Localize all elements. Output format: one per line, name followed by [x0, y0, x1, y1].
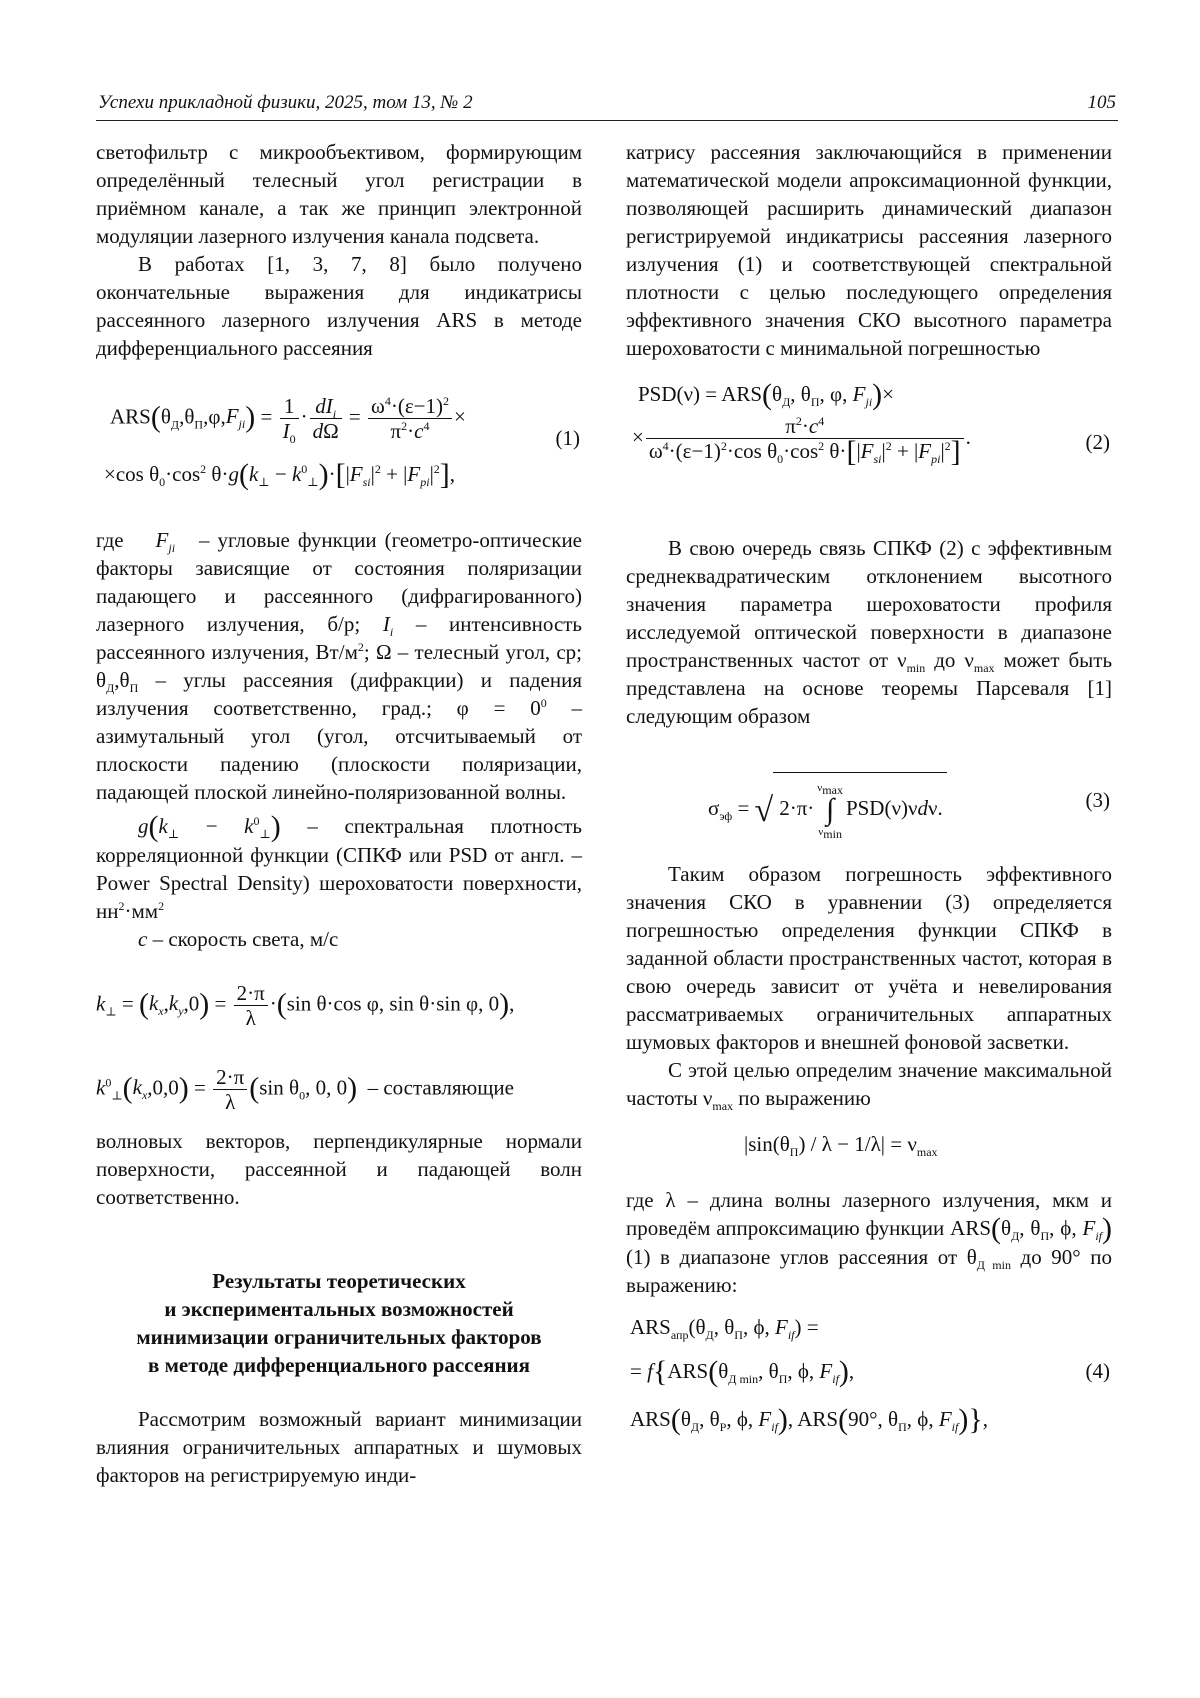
section-title-line: Результаты теоретических — [212, 1269, 466, 1293]
equation-k-perp: $k_\perp = (k_x,k_y,0)$ = $\frac{2\cdot\pi}{\lambda}$ ·(sin θ·cos φ, sin θ·sin φ, 0), — [96, 981, 515, 1030]
equation-number: (2) — [1085, 430, 1110, 454]
left-column — [96, 138, 582, 1489]
paragraph: катрису рассеяния заключающийся в применении математической модели апроксимационной функции, позволяющей расширить динамический диапазон регистрируемой индикатрисы рассеяния лазерного излучения (1) и соответствующей спектральной плотности с целью последующего определения эффективного значения СКО высотного параметра шероховатости с минимальной погрешностью — [626, 140, 1112, 360]
section-title-line: в методе дифференциального рассеяния — [148, 1353, 530, 1377]
equation-number: (1) — [555, 426, 580, 450]
journal-title: Успехи прикладной физики, 2025, том 13, № 2 — [98, 92, 473, 113]
equation-number: (4) — [1085, 1359, 1110, 1383]
section-title-line: и экспериментальных возможностей — [164, 1297, 514, 1321]
equation-4: $ARS_{апр}(\theta_Д$, $\theta_П$, ϕ, $F_{if}$) = = $f\{ARS(\theta_{Д min}$, $\theta_П$, ϕ, $F_{if}$), (4) $ARS(\theta_Д$, $\theta_P$, ϕ, $F_{if}$), ARS(90°, $\theta_П$, ϕ, $F_{if}$)}, — [630, 1315, 1110, 1436]
paragraph: В работах [1, 3, 7, 8] было получено окончательные выражения для индикатрисы рассеянного лазерного излучения ARS в методе дифференциального рассеяния — [96, 252, 582, 360]
equation-nu-max: $|\sin(\theta_П) / \lambda - 1/\lambda| = \nu_{max}$ — [744, 1132, 938, 1160]
paragraph: $g(k_\perp - k^0_\perp)$ – спектральная плотность корреляционной функции (СПКФ или PSD от англ. – Power Spectral Density) шероховатости поверхности, $нн^2\cdot мм^2$ — [96, 810, 583, 923]
para-text: где λ – длина волны лазерного излучения, мкм и проведём аппроксимацию функции — [626, 1188, 1112, 1240]
para-text: до 90° по выражению: — [626, 1245, 1112, 1297]
para-text: может быть представлена на основе теоремы Парсеваля [1] следующим образом — [626, 648, 1113, 728]
defs-text: – интенсивность рассеянного излучения, Вт/м — [96, 612, 583, 664]
c-symbol: c — [138, 927, 148, 951]
paragraph: волновых векторов, перпендикулярные нормали поверхности, рассеянной и падающей волн соответственно. — [96, 1129, 582, 1209]
para-text: до ν — [934, 648, 974, 672]
paragraph: где λ – длина волны лазерного излучения, мкм и проведём аппроксимацию функции $ARS(\theta_Д$, $\theta_П$, ϕ, $F_{if}$) (1) в диапазоне углов рассеяния от $\theta_{Д min}$ до 90° по выражению: — [626, 1188, 1112, 1297]
paragraph: Рассмотрим возможный вариант минимизации влияния ограничительных аппаратных и шумовых факторов на регистрируемую инди- — [96, 1407, 582, 1487]
where-word: где — [96, 528, 124, 552]
para-text: (1) в диапазоне углов рассеяния от — [626, 1245, 958, 1269]
defs-text: – углы рассеяния (дифракции) и падения излучения соответственно, град.; φ = 0 — [96, 668, 582, 720]
paragraph: где $F_{ji}$ – угловые функции (геометро-оптические факторы зависящие от состояния поляризации падающего и рассеянного (дифрагированного) лазерного излучения, б/р; $I_i$ – интенсивность рассеянного излучения, $Вт/м^2$; Ω – телесный угол, ср; $\theta_Д,\theta_П$ – углы рассеяния (дифракции) и падения излучения соответственно, град.; $\varphi = 0^0$ – азимутальный угол (угол, отсчитываемый от плоскости падению (плоскости поляризации, падающей плоской линейно-поляризованной волны. — [96, 528, 583, 804]
paragraph: В свою очередь связь СПКФ (2) с эффективным среднеквадратическим отклонением высотного значения параметра шероховатости профиля исследуемой оптической поверхности в диапазоне пространственных частот от $\nu_{min}$ до $\nu_{max}$ может быть представлена на основе теоремы Парсеваля [1] следующим образом — [626, 536, 1113, 728]
right-column — [626, 138, 1112, 1453]
equation-number: (3) — [1085, 788, 1110, 812]
para-text: по выражению — [738, 1086, 871, 1110]
section-title-line: минимизации ограничительных факторов — [136, 1325, 542, 1349]
gdef-text: – спектральная плотность корреляционной функции (СПКФ или PSD от англ. – Power Spectral Density) шероховатости поверхности, нн — [96, 814, 583, 923]
defs-text: ; Ω – телесный угол, ср; — [363, 640, 582, 664]
equation-k0-perp: $k^0_\perp(k_x,0,0)$ = $\frac{2\cdot\pi}{\lambda}$ (sin $\theta_0$, 0, 0) – составляющие — [96, 1065, 514, 1114]
page-number: 105 — [1087, 92, 1116, 113]
running-header — [96, 92, 1118, 121]
equation-1: $ARS(\theta_Д,\theta_П,\varphi,F_{ji})$ = $\frac{1}{I_0}$ · $\frac{dI_i}{d\Omega}$ = $\frac{\omega^4\cdot(\varepsilon-1)^2}{\pi^2\cdot c^4}$ × (1) ×cos $\theta_0\cdot\cos^2$ $\theta\cdot g(k_\perp - k^0_\perp)\cdot[|F_{si}|^2 + |F_{pi}|^2]$, — [104, 394, 580, 491]
equation-3: $\sigma_{эф}$ = √ $2\cdot\pi\cdot\nu_{max}$ ∫ $\nu_{min}PSD(\nu)\nu d\nu$. (3) — [626, 752, 1112, 842]
section-title — [96, 1267, 582, 1379]
gdef-text: ·мм — [124, 899, 159, 923]
cdef-text: – скорость света, м/с — [152, 927, 339, 951]
paragraph: С этой целью определим значение максимальной частоты $\nu_{max}$ по выражению — [626, 1058, 1112, 1114]
k0-suffix: – составляющие — [367, 1075, 514, 1100]
paragraph — [96, 925, 582, 953]
para-text: С этой целью определим значение максимальной частоты ν — [626, 1058, 1112, 1110]
defs-text: – азимутальный угол (угол, отсчитываемый от плоскости падению (плоскости поляризации, падающей плоской линейно-поляризованной волны. — [96, 696, 582, 804]
equation-2: $PSD(\nu) = ARS(\theta_Д$, $\theta_П$, φ, $F_{ji})\times$ × $\frac{\pi^2\cdot c^4}{\omega^4\cdot(\varepsilon-1)^2\cdot\cos \theta_0\cdot\cos^2 \theta\cdot[|F_{si}|^2 + |F_{pi}|^2]}$ . (2) — [632, 378, 1110, 468]
paragraph: светофильтр с микрообъективом, формирующим определённый телесный угол регистрации в приёмном канале, а так же принцип электронной модуляции лазерного излучения канала подсвета. — [96, 140, 582, 248]
para-text: В свою очередь связь СПКФ (2) с эффективным среднеквадратическим отклонением высотного значения параметра шероховатости профиля исследуемой оптической поверхности в диапазоне пространственных частот от ν — [626, 536, 1112, 672]
defs-text: – угловые функции (геометро-оптические факторы зависящие от состояния поляризации падающего и рассеянного (дифрагированного) лазерного излучения, б/р; — [96, 528, 583, 636]
paragraph: Таким образом погрешность эффективного значения СКО в уравнении (3) определяется погрешностью определения функции СПКФ в заданной области пространственных частот, которая в свою очередь зависит от учёта и невелирования рассматриваемых ограничительных аппаратных шумовых факторов и внешней фоновой засветки. — [626, 862, 1112, 1054]
